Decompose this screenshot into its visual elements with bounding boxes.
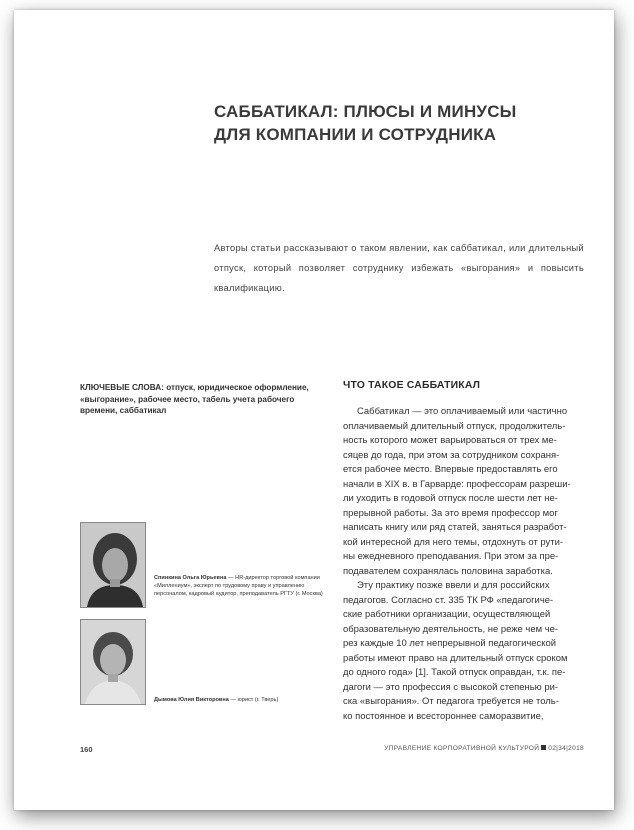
author-photo-1 <box>80 522 146 608</box>
keywords-label: КЛЮЧЕВЫЕ СЛОВА: <box>80 383 164 392</box>
journal-issue: 02|34|2018 <box>548 745 584 752</box>
body-line: Саббатикал — это оплачиваемый или частично <box>357 406 568 417</box>
article-lead: Авторы статьи рассказывают о таком явлении, как саббатикал, или длительный отпуск, который позволяет сотруднику избежать «выгорания» и повысить квалификацию. <box>214 243 584 293</box>
body-line: рез каждые 10 лет непрерывной педагогической <box>343 638 557 650</box>
title-line-2: ДЛЯ КОМПАНИИ И СОТРУДНИКА <box>214 125 497 144</box>
body-line: начали в XIX в. в Гарварде: профессорам разреши- <box>343 478 571 490</box>
square-separator-icon <box>541 745 546 750</box>
body-line: ска «выгорания». От педагога требуется не толь- <box>343 696 559 708</box>
journal-page <box>14 10 614 810</box>
body-line: дагоги — это профессия с высокой степенью ри- <box>343 681 559 693</box>
article-title <box>214 100 594 146</box>
body-line: ко постоянное и всестороннее саморазвитие, <box>343 710 544 722</box>
body-line: ские работники организации, осуществляющей <box>343 609 551 621</box>
keywords-text: отпуск, юридическое оформление, «выгорание», рабочее место, табель учета рабочего времени, саббатикал <box>80 383 309 415</box>
body-line: сяцев до года, при этом за сотрудником сохраня- <box>343 449 560 461</box>
body-line: написать книгу или ряд статей, заняться разработ- <box>343 522 567 534</box>
author-photo-2 <box>80 619 146 705</box>
page-number: 160 <box>80 745 93 754</box>
body-line: оплачиваемый длительный отпуск, продолжитель- <box>343 420 566 432</box>
body-line: прерывной работы. За это время профессор мог <box>343 507 558 519</box>
body-line: кой интересной для него темы, отдохнуть от рути- <box>343 536 563 548</box>
body-line: ли уходить в годовой отпуск после шести лет не- <box>343 493 558 505</box>
author-1-name: Спинкина Ольга Юрьевна <box>154 575 227 581</box>
author-1 <box>154 574 324 599</box>
keywords-block <box>80 382 320 417</box>
title-line-1: САББАТИКАЛ: ПЛЮСЫ И МИНУСЫ <box>214 102 517 121</box>
author-2-desc: — юрист (г. Тверь) <box>230 697 279 703</box>
body-line: ется рабочее место. Впервые предоставлять его <box>343 464 558 476</box>
author-2-name: Дымова Юлия Викторовна <box>154 697 229 703</box>
body-line: до одного года» [1]. Такой отпуск оправдан, т.к. пе- <box>343 667 566 679</box>
body-line: подавателем сохранялась половина заработка. <box>343 565 553 577</box>
body-line: педагогов. Согласно ст. 335 ТК РФ «педагогиче- <box>343 594 554 606</box>
author-2 <box>154 696 324 704</box>
body-line: ность которого может варьироваться от трех ме- <box>343 435 557 447</box>
journal-name: УПРАВЛЕНИЕ КОРПОРАТИВНОЙ КУЛЬТУРОЙ <box>384 745 540 752</box>
body-line: работы имеют право на длительный отпуск сроком <box>343 652 568 664</box>
body-line: Эту практику позже ввели и для российских <box>357 580 550 592</box>
journal-footer <box>384 745 584 752</box>
body-line: образовательную деятельность, не реже чем че- <box>343 623 559 635</box>
body-line: ны ежедневного преподавания. При этом за пре- <box>343 551 559 563</box>
body-text <box>343 405 593 724</box>
author-1-desc: — HR-директор торговой компании «Миллениум», эксперт по трудовому праву и управлению персоналом, кадровый аудитор, преподаватель РГТУ (г. Москва) <box>154 575 323 598</box>
section-heading: ЧТО ТАКОЕ САББАТИКАЛ <box>343 380 481 391</box>
